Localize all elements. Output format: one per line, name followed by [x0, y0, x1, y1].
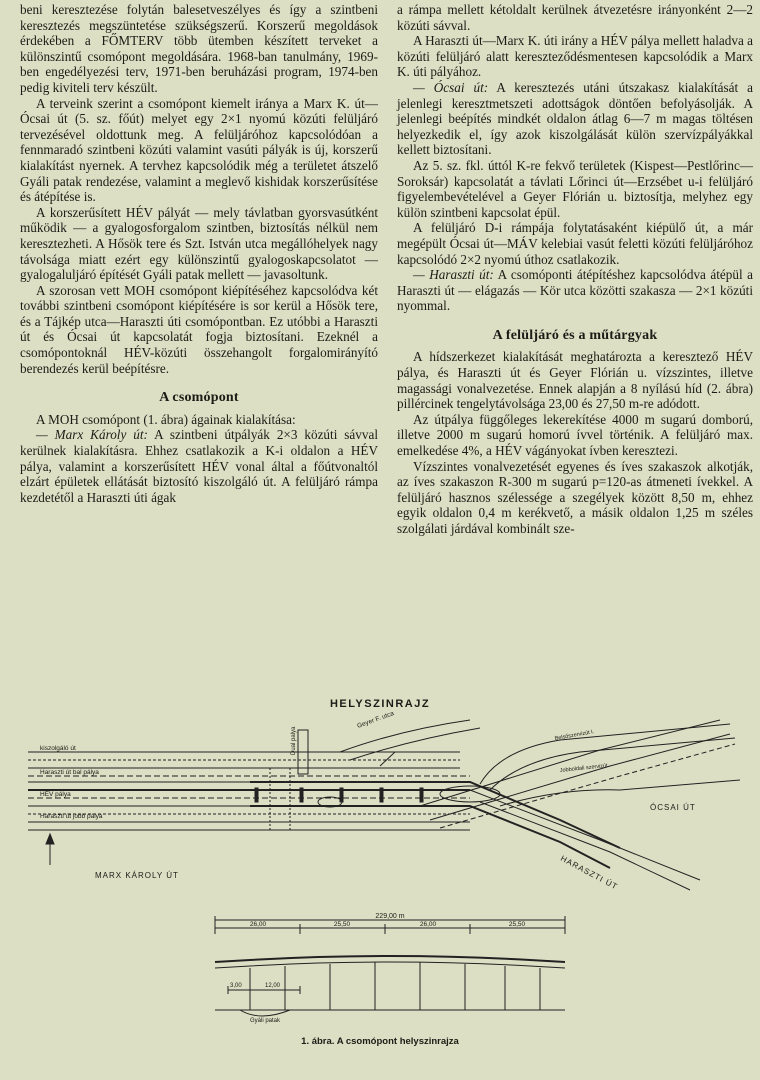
paragraph: A szorosan vett MOH csomópont kiépítéséhez kapcsolódva két további szintbeni csomópont kiépítésére is sor kerül a Hősök tere, és a Tájkép utca—Haraszti úti csomópontban. Ez utóbbi a Haraszti út és Ócsai út kapcsolatát fogja biztosítani. Ezeknél a csomópontoknál HÉV-közúti összehangolt forgalomirányító berendezés kerül beépítésre. — [20, 282, 378, 376]
dim-sub-2: 12,00 — [265, 983, 281, 989]
label-patak: Gyáli patak — [250, 1018, 281, 1024]
paragraph: A korszerűsített HÉV pályát — mely távlatban gyorsvasútként működik — a gyalogosforgalom szintben, biztosítás nélkül nem keresztezheti. A Hősök tere és Szt. István utca megállóhelyek nagy távolsága miatt ezért egy különszintű gyalogoskapcsolatot — gyalogaluljáró építését Gyáli patak mellett — javasoltunk. — [20, 204, 378, 283]
paragraph — [20, 427, 378, 505]
paragraph: Vízszintes vonalvezetését egyenes és íves szakaszok alkotják, az íves szakaszon R-300 m sugarú p=120-as átmeneti ívekkel. A felüljáró hasznos szélessége a szegélyek között 8,50 m, ehhez egyik oldalon 0,4 m kerékvető, a másik oldalon 1,25 m széles szolgálati járdával kombinált sze- — [397, 458, 753, 536]
right-column — [397, 2, 753, 537]
site-plan-drawing — [0, 710, 760, 910]
paragraph-body: A szintbeni útpályák 2×3 közúti sávval kerülnek kialakításra. Ehhez csatlakozik a K-i oldalon a HÉV pálya, valamint a korszerűsített HÉV vonal által a főútvonaltól elzárt épületek ellátását biztosító kiszolgáló út. A felüljáró rámpa kezdetétől a Haraszti úti ágak — [20, 427, 378, 505]
label-geyer: Geyer F. utca — [356, 710, 396, 730]
paragraph: A terveink szerint a csomópont kiemelt iránya a Marx K. út—Ócsai út (5. sz. főút) melyet egy 2×1 nyomú közúti felüljáró tervezésével oldottunk meg. A felüljáróhoz kapcsolódóan a fennmaradó szintbeni közúti valamint vasúti pályák is új, korszerű kialakítást nyernek. A tervhez kapcsolódik még a területet átszelő Gyáli patak rendezése, valamint a meglevő kishidak korszerűsítése és átépítése is. — [20, 95, 378, 205]
paragraph: A hídszerkezet kialakítását meghatározta a keresztező HÉV pálya, és Haraszti út és Geyer Flórián u. vízszintes, illetve magassági vonalvezetése. Ennek alapján a 8 nyílású híd (2. ábra) pillércinek tengelytávolsága 23,00 és 27,50 m-re adódott. — [397, 349, 753, 412]
elevation-drawing — [0, 912, 760, 1032]
section-heading: A felüljáró és a műtárgyak — [492, 327, 658, 343]
paragraph: Az 5. sz. fkl. úttól K-re fekvő területek (Kispest—Pestlőrinc—Soroksár) kapcsolatát a távlati Lőrinci út—Erzsébet u-i felüljáró figyelembevételével a Geyer Flórián u. biztosítja, melyhez egy külön szintbeni kapcsolat épül. — [397, 157, 753, 220]
label-jobboldali: Jobboldali szervizút — [559, 763, 608, 774]
label-hev: HÉV pálya — [40, 791, 71, 798]
paragraph: A MOH csomópont (1. ábra) ágainak kialakítása: — [36, 411, 296, 427]
label-marx: MARX KÁROLY ÚT — [95, 871, 179, 880]
label-bal-palya: Haraszti út bal pálya — [40, 769, 99, 776]
label-belso: Belsőszervizút I. — [554, 729, 595, 742]
dim-sub-1: 3,00 — [230, 983, 242, 989]
label-kiszolgalo: kiszolgáló út — [40, 745, 76, 752]
paragraph: Az útpálya függőleges lekerekítése 4000 m sugarú domború, illetve 2000 m sugarú homorú ívvel történik. A felüljáró max. emelkedése 4%, a HÉV vágányokat ívben keresztezi. — [397, 411, 753, 459]
paragraph — [397, 267, 753, 314]
paragraph-body: A csomóponti átépítéshez kapcsolódva átépül a Haraszti út — elágazás — Kör utca közötti szakasza — 2×1 közúti nyommal. — [397, 267, 753, 314]
paragraph-lead: — Marx Károly út: — [36, 427, 148, 443]
label-jobb-palya: Haraszti út jobb pálya — [40, 813, 103, 820]
paragraph: A felüljáró D-i rámpája folytatásaként kiépülő út, a már megépült Ócsai út—MÁV kelebiai vasút feletti közúti felüljáróhoz kapcsolódó 2×2 nyomú úthoz csatlakozik. — [397, 220, 753, 267]
section-heading: A csomópont — [159, 390, 239, 406]
paragraph: A Haraszti út—Marx K. úti irány a HÉV pálya mellett haladva a közúti felüljáró alatt kereszteződésmentesen kapcsolódik a Marx K. úti pályához. — [397, 33, 753, 80]
dim-span-4: 25,50 — [508, 921, 526, 928]
dim-span-2: 25,50 — [333, 921, 351, 928]
paragraph: a rámpa mellett kétoldalt kerülnek átvezetésre irányonként 2—2 közúti sávval. — [397, 2, 753, 33]
figure — [0, 690, 760, 1080]
figure-caption: 1. ábra. A csomópont helyszinrajza — [301, 1036, 459, 1047]
label-haraszti: HARASZTI ÚT — [559, 853, 620, 892]
dim-span-1: 26,00 — [249, 921, 267, 928]
dim-span-3: 26,00 — [419, 921, 437, 928]
paragraph-lead: — Ócsai út: — [413, 79, 489, 95]
figure-title: HELYSZINRAJZ — [329, 698, 431, 710]
left-column — [20, 2, 378, 505]
paragraph-lead: — Haraszti út: — [413, 267, 494, 283]
paragraph — [397, 80, 753, 158]
paragraph: beni keresztezése folytán balesetveszélyes és így a szintbeni keresztezés megszüntetése szükségszerű. Korszerű megoldások érdekében a FŐMTERV több ütemben készített terveket a különszintű csomópont megoldására. 1968-ban tanulmány, 1969-ben engedélyezési terv, 1971-ben beruházási program, 1974-ben pedig kiviteli terv készült. — [20, 2, 378, 95]
label-dual: Dual palya — [291, 726, 297, 755]
paragraph-body: A keresztezés utáni útszakasz kialakítását a jelenlegi keresztmetszeti adottságok döntően befolyásolják. A jelenlegi beépítés mindkét oldalon átlag 6—7 m magas töltésen helyezkedik el, így azok kiszolgálását külön szervízpályákkal kellett biztosítani. — [397, 79, 753, 158]
label-ocsai: ÓCSAI ÚT — [650, 803, 696, 812]
dim-total: 229,00 m — [375, 913, 405, 920]
